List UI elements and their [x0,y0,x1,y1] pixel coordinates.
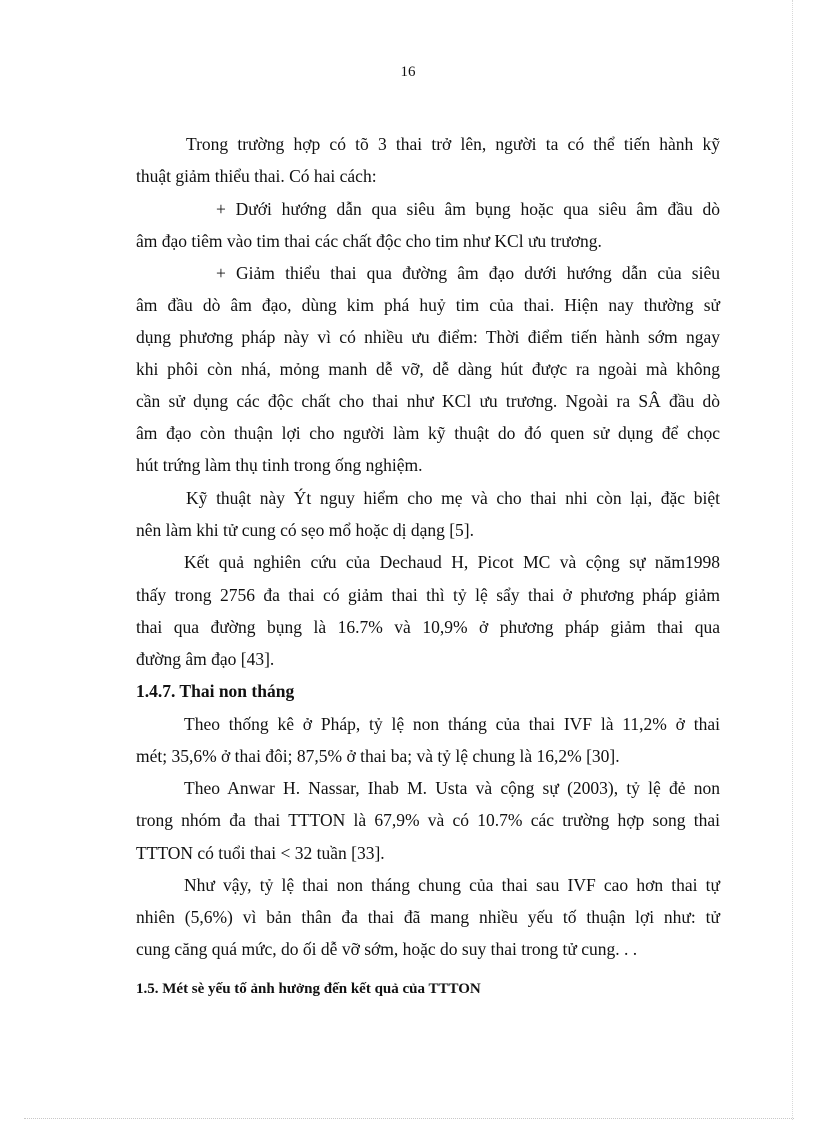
paragraph-3-line-7: hút trứng làm thụ tinh trong ống nghiệm. [136,455,423,475]
paragraph-8-line-3: cung căng quá mức, do ối dễ vỡ sớm, hoặc do suy thai trong tử cung. . . [136,939,638,959]
paragraph-3-line-4: khi phôi còn nhá, mỏng manh dễ vỡ, dễ dàng hút được ra ngoài mà không [136,359,720,379]
paragraph-8-line-2: nhiên (5,6%) vì bản thân đa thai đã mang nhiều yếu tố thuận lợi như: tử [136,907,720,927]
paragraph-1-line-2: thuật giảm thiểu thai. Có hai cách: [136,166,377,186]
page-side-border [792,0,793,1120]
paragraph-3-line-3: dụng phương pháp này vì có nhiều ưu điểm: Thời điểm tiến hành sớm ngay [136,327,720,347]
paragraph-6-line-2: mét; 35,6% ở thai đôi; 87,5% ở thai ba; và tỷ lệ chung là 16,2% [30]. [136,746,620,766]
paragraph-5-line-3: thai qua đường bụng là 16.7% và 10,9% ở phương pháp giảm thai qua [136,617,720,637]
paragraph-4-line-1: Kỹ thuật này Ýt nguy hiểm cho mẹ và cho thai nhi còn lại, đặc biệt [186,488,720,508]
paragraph-3-line-6: âm đạo còn thuận lợi cho người làm kỹ thuật do đó quen sử dụng để chọc [136,423,720,443]
page-number: 16 [400,64,416,80]
paragraph-7-line-1: Theo Anwar H. Nassar, Ihab M. Usta và cộng sự (2003), tỷ lệ đẻ non [184,778,720,798]
paragraph-5-line-1: Kết quả nghiên cứu của Dechaud H, Picot MC và cộng sự năm1998 [184,552,720,572]
paragraph-3-line-2: âm đầu dò âm đạo, dùng kim phá huỷ tim của thai. Hiện nay thường sử [136,295,720,315]
paragraph-3-line-5: cần sử dụng các độc chất cho thai như KCl ưu trương. Ngoài ra SÂ đầu dò [136,391,720,411]
paragraph-4-line-2: nên làm khi tử cung có sẹo mổ hoặc dị dạng [5]. [136,520,475,540]
paragraph-2-line-1: + Dưới hướng dẫn qua siêu âm bụng hoặc qua siêu âm đầu dò [216,199,720,219]
paragraph-7-line-2: trong nhóm đa thai TTTON là 67,9% và có 10.7% các trường hợp song thai [136,810,720,830]
paragraph-8-line-1: Như vậy, tỷ lệ thai non tháng chung của thai sau IVF cao hơn thai tự [184,875,720,895]
page-bottom-border [24,1118,794,1119]
paragraph-3-line-1: + Giảm thiểu thai qua đường âm đạo dưới hướng dẫn của siêu [216,263,720,283]
paragraph-7-line-3: TTTON có tuổi thai < 32 tuần [33]. [136,843,385,863]
section-heading-1-5: 1.5. Mét sè yếu tố ảnh hưởng đến kết quả của TTTON [136,981,481,997]
paragraph-2-line-2: âm đạo tiêm vào tim thai các chất độc cho tim như KCl ưu trương. [136,231,602,251]
paragraph-6-line-1: Theo thống kê ở Pháp, tỷ lệ non tháng của thai IVF là 11,2% ở thai [184,714,720,734]
paragraph-5-line-4: đường âm đạo [43]. [136,649,275,669]
section-heading-1-4-7: 1.4.7. Thai non tháng [136,681,295,701]
paragraph-5-line-2: thấy trong 2756 đa thai có giảm thai thì tỷ lệ sẩy thai ở phương pháp giảm [136,585,720,605]
paragraph-1-line-1: Trong trường hợp có tõ 3 thai trở lên, người ta có thể tiến hành kỹ [186,134,720,154]
